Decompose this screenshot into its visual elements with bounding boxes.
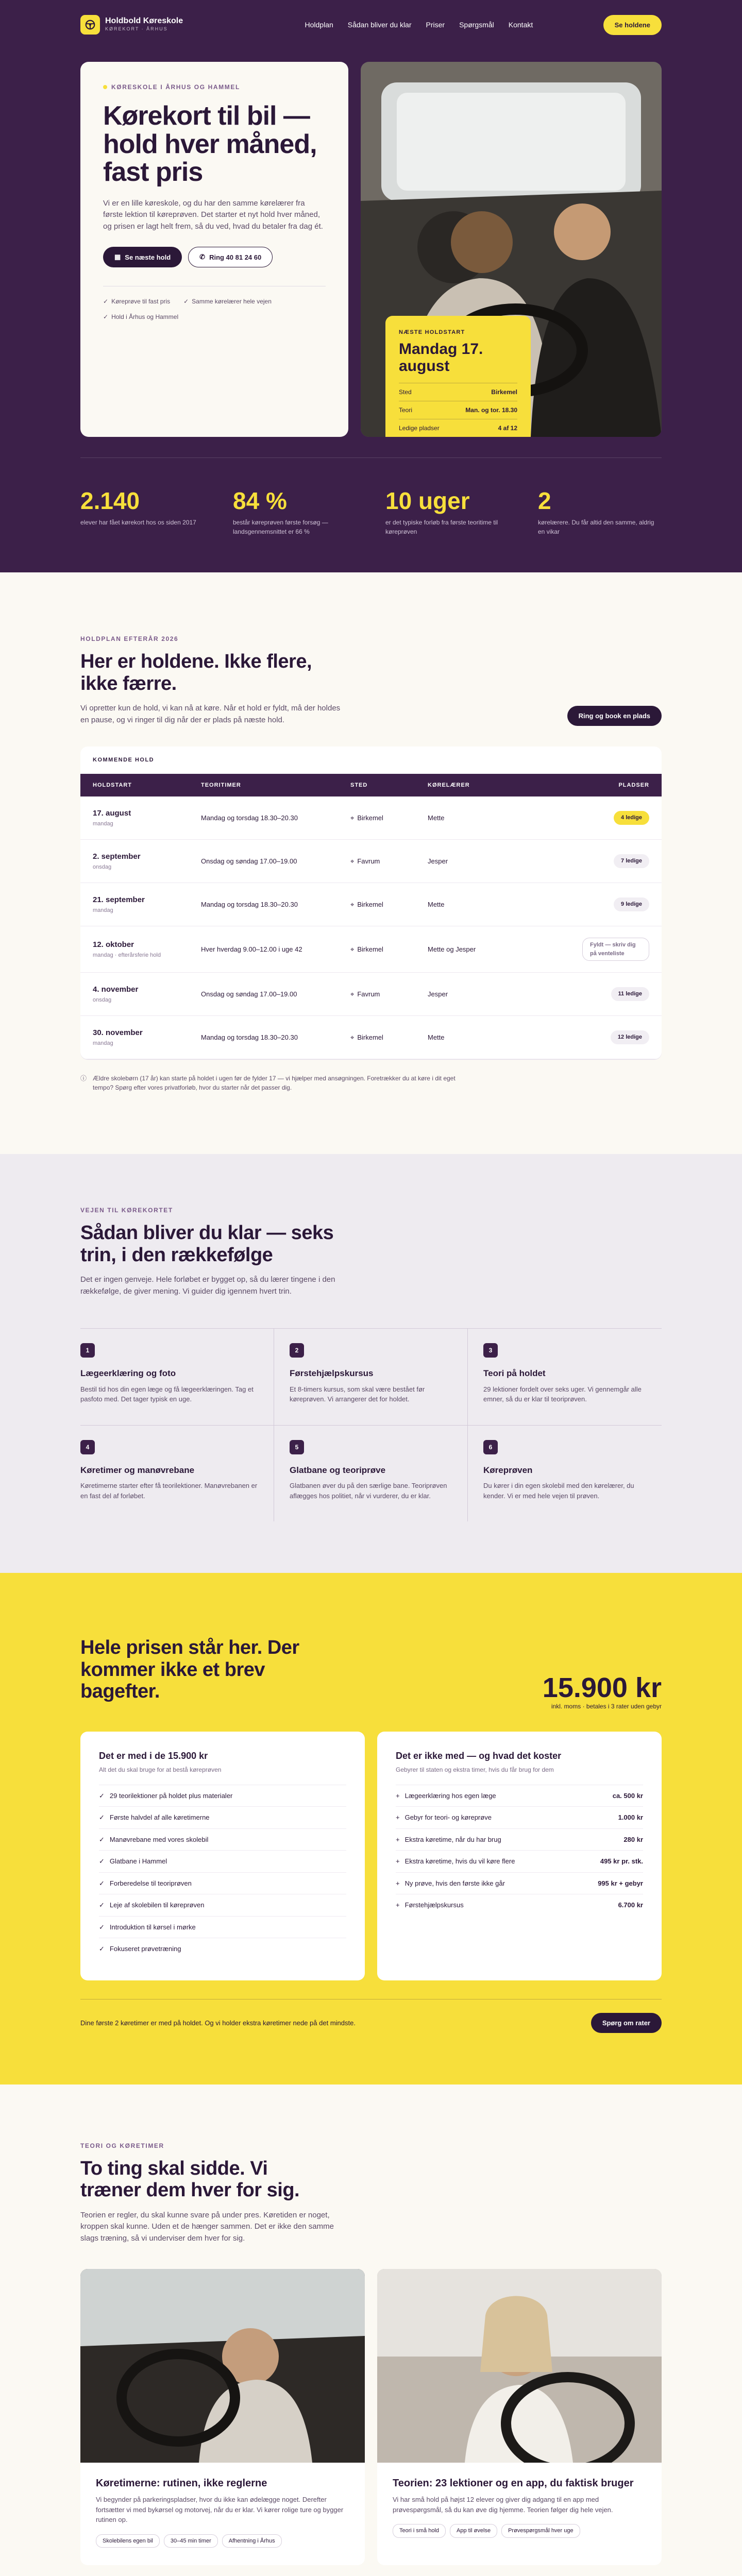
- check-icon: ✓: [103, 298, 109, 306]
- step-title: Køreprøven: [483, 1465, 533, 1475]
- row-teacher: Mette: [428, 900, 445, 908]
- extra-price: ca. 500 kr: [612, 1791, 643, 1800]
- phone-icon: ✆: [199, 253, 206, 261]
- date-cell: [93, 808, 201, 828]
- step-item: [80, 1425, 274, 1522]
- table-row[interactable]: [80, 883, 662, 926]
- date-cell: [93, 939, 201, 959]
- teori-section: [0, 2084, 742, 2576]
- step-item: [468, 1425, 662, 1522]
- row-date: 21. september: [93, 895, 145, 905]
- extra-item: [396, 1872, 643, 1894]
- price-total: 15.900 kr inkl. moms · betales i 3 rater uden gebyr: [542, 1672, 662, 1710]
- check-icon: ✓: [99, 1879, 105, 1887]
- price-title: Hele prisen står her. Der kommer ikke et brev bagefter.: [80, 1637, 299, 1703]
- book-place-button[interactable]: Ring og book en plads: [567, 706, 662, 726]
- main-nav: [305, 20, 533, 30]
- step-item: [80, 1329, 274, 1425]
- extra-item: [396, 1785, 643, 1807]
- step-item: [274, 1425, 468, 1522]
- check-item: ✓ Hold i Århus og Hammel: [103, 313, 179, 321]
- holdplan-lead: Vi opretter kun de hold, vi kan nå at køre. Når et hold er fyldt, må der holdes en pause, og vi ringer til dig når der er plads på næste hold.: [80, 704, 341, 724]
- hero-photo: [361, 62, 662, 437]
- location-pin-icon: ⌖: [350, 945, 355, 953]
- row-teori: Hver hverdag 9.00–12.00 i uge 42: [201, 945, 302, 953]
- next-team-card[interactable]: [385, 316, 531, 437]
- row-date: 12. oktober: [93, 940, 134, 950]
- plus-icon: +: [396, 1901, 400, 1909]
- next-team-date: Mandag 17. august: [399, 341, 483, 375]
- col-header: TEORITIMER: [201, 782, 241, 788]
- extra-label: [396, 1791, 496, 1801]
- extra-text: Ny prøve, hvis den første ikke går: [404, 1879, 505, 1887]
- date-cell: [93, 984, 201, 1004]
- included-card: Det er med i de 15.900 kr Alt det du skal bruge for at bestå køreprøven ✓ 29 teorilektioner på holdet plus materialer ✓ Første halvdel af alle køretimerne ✓ Manøvrebane med vores skolebil ✓ Glatbane i Hammel ✓ Forberedelse til teoriprøven ✓ Leje af skolebilen til køreprøven ✓ Introduktion til kørsel i mørke ✓ Fokuseret prøvetræning: [80, 1732, 365, 1980]
- location-name: Birkemel: [357, 1033, 383, 1041]
- stat: 2 kørelærere. Du får altid den samme, aldrig en vikar: [538, 487, 654, 535]
- status-badge: 4 ledige: [614, 811, 649, 825]
- step-text: Et 8-timers kursus, som skal være bestået før køreprøven. Vi arrangerer det for holdet.: [290, 1385, 425, 1403]
- extra-price: 495 kr pr. stk.: [600, 1857, 643, 1866]
- included-item: [99, 1894, 346, 1916]
- table-row[interactable]: [80, 840, 662, 883]
- teori-lead: Teorien er regler, du skal kunne svare på under pres. Køretiden er noget, kroppen skal kunne. Uden et de hænger sammen. Det er ikke den samme slags træning, så vi underviser dem hver for sig.: [80, 2210, 334, 2243]
- step-text: Bestil tid hos din egen læge og få lægeerklæringen. Tag et pasfoto med. Det tager typisk en uge.: [80, 1385, 254, 1403]
- next-team-row: Sted Birkemel: [399, 383, 517, 401]
- check-icon: ✓: [99, 1835, 105, 1843]
- extra-text: Ekstra køretime, når du har brug: [404, 1835, 501, 1843]
- extra-item: [396, 1828, 643, 1851]
- included-text: Glatbane i Hammel: [109, 1857, 167, 1866]
- extra-label: [396, 1878, 505, 1889]
- location-name: Birkemel: [357, 900, 383, 908]
- extra-item: [396, 1894, 643, 1916]
- table-label: KOMMENDE HOLD: [93, 757, 155, 764]
- hero-section: [0, 0, 742, 572]
- date-cell: [93, 1027, 201, 1047]
- col-header: STED: [350, 782, 368, 788]
- stat: 10 uger er det typiske forløb fra første teoritime til køreprøven: [385, 487, 498, 535]
- location-pin-icon: ⌖: [350, 814, 355, 822]
- status-badge: 7 ledige: [614, 854, 649, 868]
- step-title: Lægeerklæring og foto: [80, 1368, 176, 1379]
- row-location: [350, 989, 428, 999]
- stat: 84 % består køreprøven første forsøg — landsgennemsnittet er 66 %: [233, 487, 328, 535]
- header-cta-button[interactable]: Se holdene: [603, 15, 662, 35]
- extra-price: 280 kr: [623, 1835, 643, 1843]
- driving-card-text: Vi begynder på parkeringspladser, hvor du ikke kan ødelægge noget. Derefter fortsætter vi med bykørsel og motorvej, når du er klar. Vi kører rolige ture og bygger rutinen op.: [96, 2496, 344, 2524]
- site-header: [80, 0, 662, 49]
- row-date: 30. november: [93, 1028, 143, 1038]
- theory-card: [377, 2269, 662, 2565]
- included-item: [99, 1938, 346, 1960]
- location-name: Favrum: [357, 857, 380, 865]
- brand-name: Holdbold Køreskole: [105, 16, 183, 26]
- included-label: [99, 1922, 196, 1933]
- tag: App til øvelse: [450, 2524, 497, 2538]
- extra-text: Lægeerklæring hos egen læge: [404, 1791, 496, 1800]
- included-item: [99, 1785, 346, 1807]
- theory-card-title: Teorien: 23 lektioner og en app, du faktisk bruger: [393, 2478, 634, 2489]
- included-text: 29 teorilektioner på holdet plus materialer: [109, 1791, 233, 1800]
- table-header: [80, 774, 662, 797]
- steering-wheel-icon: [80, 15, 100, 35]
- row-teacher: Jesper: [428, 990, 448, 998]
- driving-photo: [80, 2269, 365, 2463]
- included-text: Første halvdel af alle køretimerne: [109, 1814, 210, 1822]
- tag: 30–45 min timer: [164, 2534, 218, 2548]
- nav-holdplan[interactable]: Holdplan: [305, 20, 333, 29]
- included-label: [99, 1791, 232, 1801]
- col-header: PLADSER: [618, 782, 649, 788]
- extra-price: 6.700 kr: [618, 1901, 643, 1909]
- location-pin-icon: ⌖: [350, 857, 355, 865]
- info-icon: ⓘ: [80, 1075, 87, 1082]
- check-item: ✓ Køreprøve til fast pris: [103, 298, 171, 306]
- nav-priser[interactable]: Priser: [426, 20, 445, 29]
- check-icon: ✓: [103, 313, 109, 321]
- step-text: Du kører i din egen skolebil med den kørelærer, du kender. Vi er med hele vejen til prøven.: [483, 1482, 634, 1500]
- date-cell: [93, 851, 201, 871]
- hero-checklist: [103, 286, 326, 321]
- included-text: Fokuseret prøvetræning: [109, 1945, 181, 1953]
- extra-price: 1.000 kr: [618, 1814, 643, 1822]
- location-pin-icon: ⌖: [350, 900, 355, 908]
- tag: Afhentning i Århus: [222, 2534, 282, 2548]
- included-item: [99, 1872, 346, 1894]
- row-location: [350, 900, 428, 910]
- row-date: 4. november: [93, 985, 139, 994]
- location-pin-icon: ⌖: [350, 990, 355, 998]
- dot-icon: [103, 85, 107, 89]
- tag: Prøvespørgsmål hver uge: [501, 2524, 580, 2538]
- location-name: Favrum: [357, 990, 380, 998]
- included-item: [99, 1916, 346, 1938]
- row-teacher: Mette og Jesper: [428, 945, 476, 953]
- row-location: [350, 944, 428, 955]
- step-number: 5: [290, 1440, 304, 1454]
- row-day: mandag · efterårsferie hold: [93, 952, 161, 958]
- step-item: [274, 1329, 468, 1425]
- plus-icon: +: [396, 1835, 400, 1843]
- included-label: [99, 1835, 208, 1845]
- nav-spoergsmaal[interactable]: Spørgsmål: [459, 20, 494, 29]
- tag: Teori i små hold: [393, 2524, 446, 2538]
- next-team-row: Teori Man. og tor. 18.30: [399, 401, 517, 419]
- ask-rates-button[interactable]: Spørg om rater: [591, 2013, 662, 2033]
- check-icon: ✓: [99, 1923, 105, 1931]
- row-teori: Onsdag og søndag 17.00–19.00: [201, 857, 297, 865]
- table-row[interactable]: [80, 926, 662, 973]
- check-item: ✓ Samme kørelærer hele vejen: [183, 298, 272, 306]
- extra-label: [396, 1835, 501, 1845]
- check-icon: ✓: [99, 1814, 105, 1822]
- included-item: [99, 1806, 346, 1828]
- row-teori: Onsdag og søndag 17.00–19.00: [201, 990, 297, 998]
- extra-text: Gebyr for teori- og køreprøve: [404, 1814, 492, 1822]
- teori-eyebrow: TEORI OG KØRETIMER: [80, 2142, 164, 2149]
- extra-label: [396, 1856, 515, 1867]
- row-teacher: Mette: [428, 1033, 445, 1041]
- row-location: [350, 813, 428, 823]
- hero-eyebrow: KØRESKOLE I ÅRHUS OG HAMMEL: [103, 82, 326, 92]
- row-teori: Mandag og torsdag 18.30–20.30: [201, 814, 298, 822]
- steps-lead: Det er ingen genveje. Hele forløbet er bygget op, så du lærer tingene i den rækkefølge, de giver mening. Vi guider dig igennem hvert trin.: [80, 1275, 335, 1296]
- plus-icon: +: [396, 1814, 400, 1822]
- status-badge: 11 ledige: [611, 987, 649, 1001]
- status-badge: 9 ledige: [614, 897, 649, 911]
- steps-section: [0, 1154, 742, 1573]
- theory-photo: [377, 2269, 662, 2463]
- holdplan-eyebrow: HOLDPLAN EFTERÅR 2026: [80, 635, 179, 642]
- step-number: 1: [80, 1343, 95, 1358]
- location-name: Birkemel: [357, 945, 383, 953]
- extras-card: Det er ikke med — og hvad det koster Gebyrer til staten og ekstra timer, hvis du får brug for dem + Lægeerklæring hos egen læge ca. 500 kr + Gebyr for teori- og køreprøve 1.000 kr + Ekstra køretime, når du har brug 280 kr + Ekstra køretime, hvis du vil køre flere 495 kr pr. stk. + Ny prøve, hvis den første ikke går 995 kr + gebyr + Førstehjælpskursus 6.700 kr: [377, 1732, 662, 1980]
- row-date: 17. august: [93, 809, 131, 818]
- hero-title: Kørekort til bil — hold hver måned, fast pris: [103, 101, 317, 188]
- row-day: mandag: [93, 820, 113, 827]
- row-location: [350, 1032, 428, 1043]
- step-number: 3: [483, 1343, 498, 1358]
- step-text: Glatbanen øver du på den særlige bane. Teoriprøven aflægges hos politiet, når vi vurderer, du er klar.: [290, 1482, 447, 1500]
- price-section: [0, 1573, 742, 2084]
- row-teacher: Mette: [428, 814, 445, 822]
- date-cell: [93, 894, 201, 914]
- included-label: [99, 1944, 181, 1954]
- extra-price: 995 kr + gebyr: [598, 1879, 643, 1887]
- extra-label: [396, 1900, 464, 1910]
- next-team-button[interactable]: ▦ Se næste hold: [103, 247, 182, 267]
- row-teori: Mandag og torsdag 18.30–20.30: [201, 1033, 298, 1041]
- next-team-label: NÆSTE HOLDSTART: [399, 329, 465, 335]
- nav-kontakt[interactable]: Kontakt: [508, 20, 533, 29]
- plus-icon: +: [396, 1857, 400, 1866]
- step-number: 6: [483, 1440, 498, 1454]
- included-text: Manøvrebane med vores skolebil: [109, 1835, 209, 1843]
- teori-title: To ting skal sidde. Vi træner dem hver for sig.: [80, 2157, 300, 2201]
- included-text: Leje af skolebilen til køreprøven: [109, 1901, 205, 1909]
- holdplan-note: ⓘ Ældre skolebørn (17 år) kan starte på holdet i ugen før de fylder 17 — vi hjælper med ansøgningen. Foretrækker du at køre i dit eget tempo? Spørg efter vores privatforløb, hvor du starter når det passer dig.: [80, 1075, 456, 1092]
- table-row[interactable]: [80, 1016, 662, 1059]
- row-date: 2. september: [93, 852, 141, 861]
- extra-item: [396, 1850, 643, 1872]
- driving-card-title: Køretimerne: rutinen, ikke reglerne: [96, 2478, 267, 2489]
- location-name: Birkemel: [357, 814, 383, 822]
- check-icon: ✓: [183, 298, 189, 306]
- extra-item: [396, 1806, 643, 1828]
- step-text: Køretimerne starter efter få teorilektioner. Manøvrebanen er en fast del af forløbet.: [80, 1482, 258, 1500]
- included-text: Forberedelse til teoriprøven: [109, 1879, 192, 1887]
- check-icon: ✓: [99, 1945, 105, 1953]
- location-pin-icon: ⌖: [350, 1033, 355, 1041]
- step-title: Glatbane og teoriprøve: [290, 1465, 386, 1475]
- row-teori: Mandag og torsdag 18.30–20.30: [201, 900, 298, 908]
- step-text: 29 lektioner fordelt over seks uger. Vi gennemgår alle emner, så du er klar til teoriprøven.: [483, 1385, 642, 1403]
- col-header: HOLDSTART: [93, 782, 132, 788]
- row-day: mandag: [93, 1040, 113, 1046]
- step-number: 4: [80, 1440, 95, 1454]
- hero-card: [80, 62, 348, 437]
- step-item: [468, 1329, 662, 1425]
- holdplan-table: [80, 747, 662, 1059]
- included-label: [99, 1856, 167, 1867]
- row-location: [350, 856, 428, 867]
- row-day: onsdag: [93, 863, 112, 870]
- extra-label: [396, 1812, 492, 1823]
- brand-tagline: KØREKORT · ÅRHUS: [105, 26, 168, 32]
- check-icon: ✓: [99, 1791, 105, 1800]
- included-item: [99, 1850, 346, 1872]
- row-day: mandag: [93, 907, 113, 913]
- included-label: [99, 1878, 192, 1889]
- plus-icon: +: [396, 1879, 400, 1887]
- extra-text: Ekstra køretime, hvis du vil køre flere: [404, 1857, 515, 1866]
- check-icon: ✓: [99, 1901, 105, 1909]
- tag: Skolebilens egen bil: [96, 2534, 160, 2548]
- step-number: 2: [290, 1343, 304, 1358]
- plus-icon: +: [396, 1791, 400, 1800]
- next-team-row: Ledige pladser 4 af 12: [399, 419, 517, 437]
- table-row[interactable]: [80, 973, 662, 1016]
- included-label: [99, 1812, 210, 1823]
- step-title: Førstehjælpskursus: [290, 1368, 374, 1379]
- call-button[interactable]: ✆ Ring 40 81 24 60: [188, 247, 273, 267]
- check-icon: ✓: [99, 1857, 105, 1866]
- step-title: Teori på holdet: [483, 1368, 546, 1379]
- calendar-icon: ▦: [114, 253, 121, 261]
- status-badge: 12 ledige: [611, 1030, 649, 1044]
- table-row[interactable]: [80, 796, 662, 840]
- steps-eyebrow: VEJEN TIL KØREKORTET: [80, 1207, 173, 1214]
- included-text: Introduktion til kørsel i mørke: [109, 1923, 196, 1931]
- stats-row: [80, 457, 662, 572]
- included-item: [99, 1828, 346, 1851]
- step-title: Køretimer og manøvrebane: [80, 1465, 195, 1475]
- row-day: onsdag: [93, 996, 112, 1003]
- extra-text: Førstehjælpskursus: [404, 1901, 464, 1909]
- nav-saadan[interactable]: Sådan bliver du klar: [347, 20, 412, 29]
- driving-card: [80, 2269, 365, 2565]
- status-badge: Fyldt — skriv dig på venteliste: [582, 938, 649, 961]
- theory-card-text: Vi har små hold på højst 12 elever og giver dig adgang til en app med prøvespørgsmål, så du kan øve dig hjemme. Teorien følger dig hele vejen.: [393, 2496, 613, 2514]
- col-header: KØRELÆRER: [428, 782, 470, 788]
- steps-title: Sådan bliver du klar — seks trin, i den rækkefølge: [80, 1222, 334, 1266]
- stat: 2.140 elever har fået kørekort hos os siden 2017: [80, 487, 196, 526]
- hero-text: Vi er en lille køreskole, og du har den samme kørelærer fra første lektion til køreprøven. Det starter et nyt hold hver måned, og prisen er lagt helt frem, så du ved, hvad du betaler fra dag ét.: [103, 198, 323, 231]
- price-note: Dine første 2 køretimer er med på holdet. Og vi holder ekstra køretimer nede på det mindste. Spørg om rater: [80, 1999, 662, 2033]
- holdplan-section: [0, 572, 742, 1154]
- logo[interactable]: [80, 15, 183, 35]
- row-teacher: Jesper: [428, 857, 448, 865]
- holdplan-title: Her er holdene. Ikke flere, ikke færre.: [80, 651, 312, 694]
- included-label: [99, 1900, 204, 1910]
